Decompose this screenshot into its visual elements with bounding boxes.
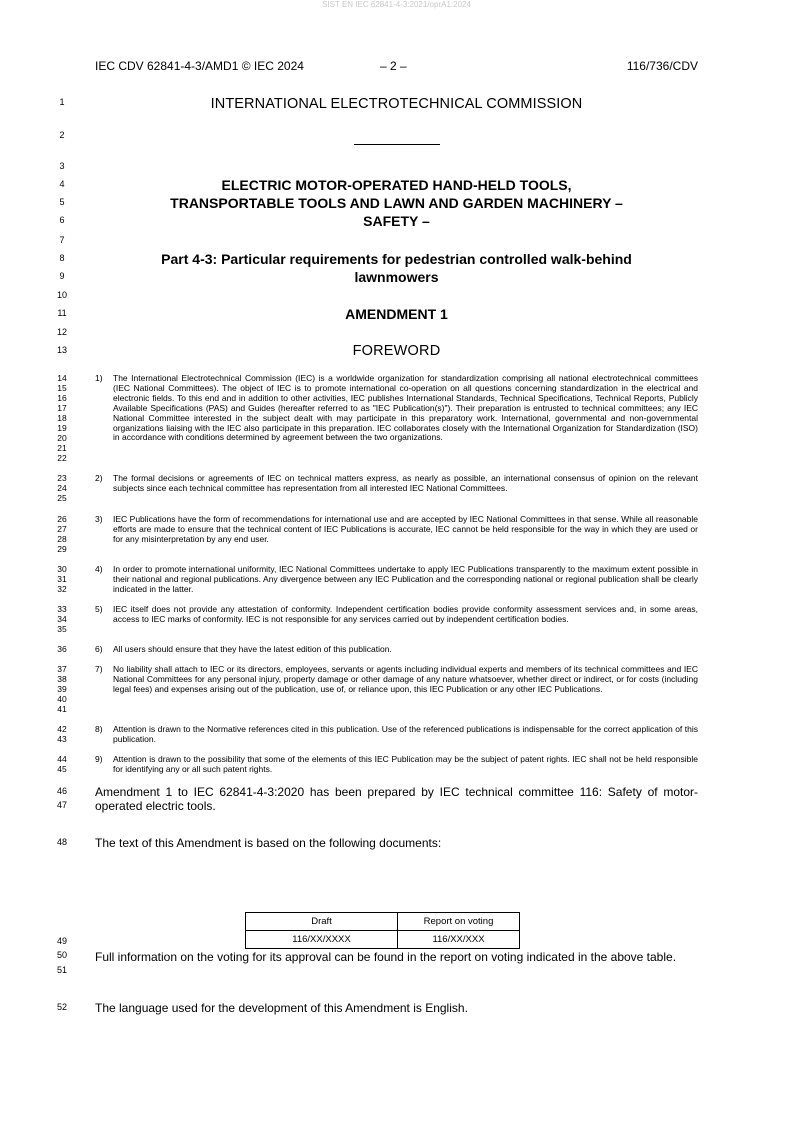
line-number: 27: [57, 524, 67, 534]
table-cell-draft: 116/XX/XXXX: [246, 931, 398, 949]
foreword-item-text: All users should ensure that they have the latest edition of this publication.: [113, 644, 392, 654]
foreword-item: [95, 515, 698, 545]
line-number: 30: [57, 564, 67, 574]
line-number: 34: [57, 614, 67, 624]
part-title-line: lawnmowers: [354, 269, 439, 285]
line-number: 5: [59, 197, 65, 207]
line-number: 19: [57, 423, 67, 433]
table-row: [246, 931, 520, 949]
line-number: 7: [59, 235, 65, 245]
line-number: 26: [57, 514, 67, 524]
line-number: 14: [57, 373, 67, 383]
foreword-item-number: 5): [95, 604, 103, 614]
amendment-heading: AMENDMENT 1: [345, 306, 448, 322]
line-number: 32: [57, 584, 67, 594]
part-title: [95, 250, 698, 286]
line-number: 40: [57, 694, 67, 704]
line-number: 46: [56, 786, 67, 796]
line-number: 29: [57, 544, 67, 554]
line-number: 23: [57, 473, 67, 483]
foreword-heading: FOREWORD: [352, 343, 441, 359]
line-number: 3: [59, 161, 65, 171]
foreword-item-text: In order to promote international uniformity, IEC National Committees undertake to apply IEC Publications transparently to the maximum extent possible in their national and regional publications. Any divergence between any IEC Publication and the corresponding national or regional publication shall be clearly indicated in the latter.: [113, 564, 698, 594]
documents-table: [245, 912, 520, 949]
line-number: 10: [56, 290, 67, 300]
line-number: 24: [57, 483, 67, 493]
line-number: 8: [59, 253, 65, 263]
foreword-item: [95, 665, 698, 695]
line-number: 52: [56, 1002, 67, 1012]
line-number: 2: [59, 130, 65, 140]
foreword-item: [95, 645, 698, 655]
line-number: 9: [59, 271, 65, 281]
foreword-item-number: 8): [95, 724, 103, 734]
line-number: 35: [57, 624, 67, 634]
line-number: 33: [57, 604, 67, 614]
line-number: 4: [59, 179, 65, 189]
title-line: SAFETY –: [363, 213, 430, 229]
line-number: 17: [57, 403, 67, 413]
header-document-id: IEC CDV 62841-4-3/AMD1 © IEC 2024: [95, 59, 304, 73]
line-number: 16: [57, 393, 67, 403]
line-number: 45: [57, 764, 67, 774]
foreword-item-text: Attention is drawn to the possibility that some of the elements of this IEC Publication may be the subject of patent rights. IEC shall not be held responsible for identifying any or all such patent rights.: [113, 754, 698, 774]
line-number: 39: [57, 684, 67, 694]
foreword-item-number: 1): [95, 373, 103, 383]
foreword-item-text: IEC itself does not provide any attestation of conformity. Independent certification bodies provide conformity assessment services and, in some areas, access to IEC marks of conformity. IEC is not responsible for any services carried out by independent certification bodies.: [113, 604, 698, 624]
foreword-item-number: 3): [95, 514, 103, 524]
prepared-by-paragraph: Amendment 1 to IEC 62841-4-3:2020 has been prepared by IEC technical committee 116: Safety of motor-operated electric tools.: [95, 785, 698, 813]
title-divider: [354, 144, 440, 145]
foreword-item-number: 6): [95, 644, 103, 654]
header-page-number: – 2 –: [380, 59, 407, 73]
foreword-item-number: 2): [95, 473, 103, 483]
line-number: 48: [56, 837, 67, 847]
foreword-item-number: 9): [95, 754, 103, 764]
line-number: 25: [57, 493, 67, 503]
line-number: 42: [57, 724, 67, 734]
line-number: 49: [56, 936, 67, 946]
line-number: 6: [59, 215, 65, 225]
line-number: 22: [57, 453, 67, 463]
language-paragraph: The language used for the development of this Amendment is English.: [95, 1001, 468, 1015]
foreword-item: [95, 755, 698, 775]
line-number: 20: [57, 433, 67, 443]
foreword-item-text: No liability shall attach to IEC or its directors, employees, servants or agents including individual experts and members of its technical committees and IEC National Committees for any personal injury, property damage or other damage of any nature whatsoever, whether direct or indirect, or for costs (including legal fees) and expenses arising out of the publication, use of, or reliance upon, this IEC Publication or any other IEC Publications.: [113, 664, 698, 694]
line-number: 15: [57, 383, 67, 393]
foreword-item-number: 4): [95, 564, 103, 574]
title-line: TRANSPORTABLE TOOLS AND LAWN AND GARDEN MACHINERY –: [170, 195, 623, 211]
foreword-item: [95, 605, 698, 625]
line-number: 38: [57, 674, 67, 684]
table-header-draft: Draft: [246, 913, 398, 931]
line-number: 21: [57, 443, 67, 453]
foreword-item: [95, 374, 698, 443]
line-number: 41: [57, 704, 67, 714]
foreword-item-text: The International Electrotechnical Commission (IEC) is a worldwide organization for standardization comprising all national electrotechnical committees (IEC National Committees). The object of IEC is to promote international co-operation on all questions concerning standardization in the electrical and electronic fields. To this end and in addition to other activities, IEC publishes International Standards, Technical Specifications, Technical Reports, Publicly Available Specifications (PAS) and Guides (hereafter referred to as "IEC Publication(s)"). Their preparation is entrusted to technical committees; any IEC National Committee interested in the subject dealt with may participate in this preparatory work. International, governmental and non-governmental organizations liaising with the IEC also participate in this preparation. IEC collaborates closely with the International Organization for Standardization (ISO) in accordance with conditions determined by agreement between the two organizations.: [113, 373, 698, 443]
line-number: 11: [57, 308, 67, 318]
foreword-item-text: IEC Publications have the form of recommendations for international use and are accepted by IEC National Committees in that sense. While all reasonable efforts are made to ensure that the technical content of IEC Publications is accurate, IEC cannot be held responsible for the way in which they are used or for any misinterpretation by any end user.: [113, 514, 698, 544]
line-number: 47: [56, 800, 67, 810]
line-number: 12: [56, 327, 67, 337]
foreword-item: [95, 565, 698, 595]
foreword-item: [95, 474, 698, 494]
line-number: 1: [59, 97, 65, 107]
organization-name: INTERNATIONAL ELECTROTECHNICAL COMMISSION: [210, 96, 583, 112]
foreword-item-number: 7): [95, 664, 103, 674]
line-number: 51: [56, 965, 67, 975]
foreword-item-text: The formal decisions or agreements of IEC on technical matters express, as nearly as possible, an international consensus of opinion on the relevant subjects since each technical committee has representation from all interested IEC National Committees.: [113, 473, 698, 493]
voting-info-paragraph: Full information on the voting for its approval can be found in the report on voting indicated in the above table.: [95, 950, 677, 964]
line-number: 50: [56, 950, 67, 960]
title-line: ELECTRIC MOTOR-OPERATED HAND-HELD TOOLS,: [221, 177, 572, 193]
line-number: 28: [57, 534, 67, 544]
header-reference: 116/736/CDV: [626, 59, 698, 73]
foreword-item: [95, 725, 698, 745]
line-number: 13: [56, 345, 67, 355]
line-number: 31: [57, 574, 67, 584]
line-number: 36: [57, 644, 67, 654]
table-cell-report: 116/XX/XXX: [398, 931, 520, 949]
line-number: 43: [57, 734, 67, 744]
foreword-item-text: Attention is drawn to the Normative references cited in this publication. Use of the referenced publications is indispensable for the correct application of this publication.: [113, 724, 698, 744]
line-number: 18: [57, 413, 67, 423]
line-number: 44: [57, 754, 67, 764]
document-title: [95, 176, 698, 230]
based-on-paragraph: The text of this Amendment is based on the following documents:: [95, 836, 442, 850]
watermark: SIST EN IEC 62841-4-3:2021/oprA1:2024: [322, 0, 471, 9]
part-title-line: Part 4-3: Particular requirements for pedestrian controlled walk-behind: [161, 251, 632, 267]
table-header-row: [246, 913, 520, 931]
table-header-report: Report on voting: [398, 913, 520, 931]
line-number: 37: [57, 664, 67, 674]
